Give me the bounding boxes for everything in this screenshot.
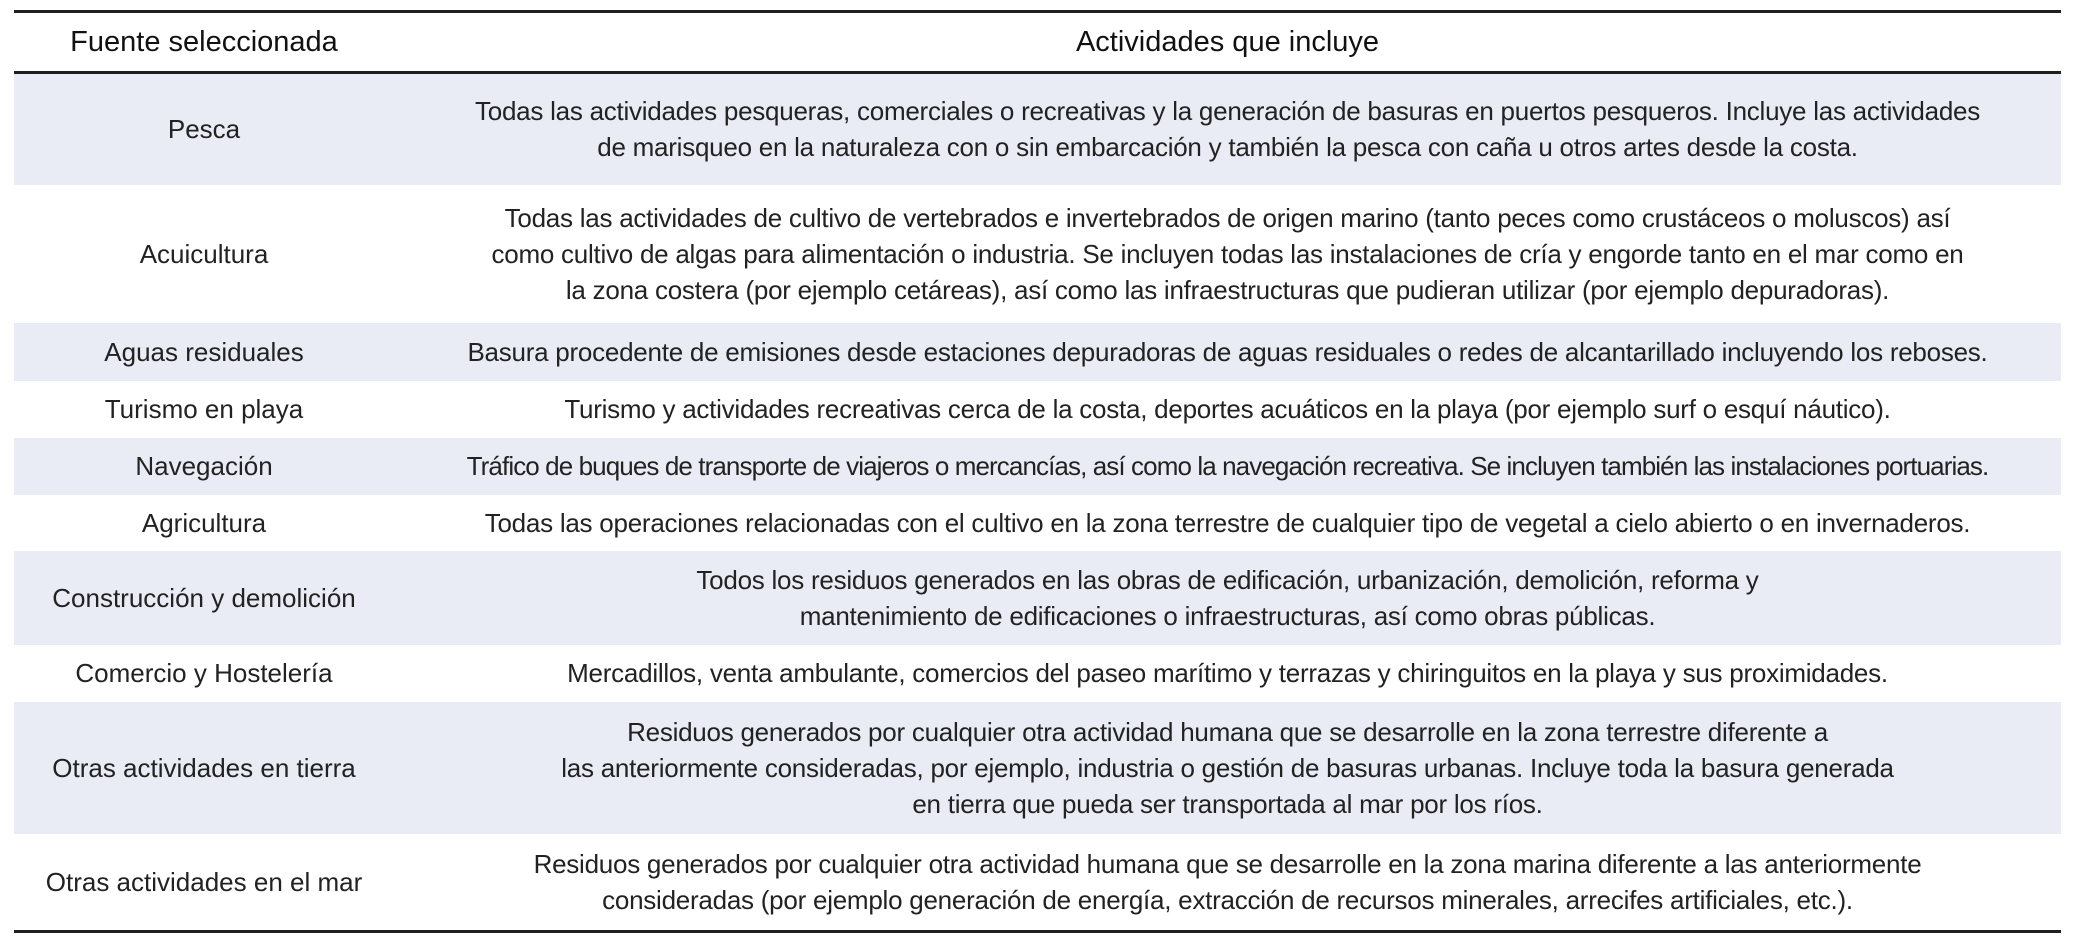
row-source: Otras actividades en el mar [45, 866, 363, 897]
row-activities [394, 185, 2061, 323]
activities-line: las anteriormente consideradas, por ejemplo, industria o gestión de basuras urbanas. Incluye toda la basura generada [561, 752, 1894, 783]
row-source: Aguas residuales [104, 336, 304, 367]
row-activities [394, 73, 2061, 185]
activities-line: Residuos generados por cualquier otra actividad humana que se desarrolle en la zona terrestre diferente a [627, 716, 1828, 747]
table-row-aguas-residuales [14, 323, 2061, 381]
activities-line: como cultivo de algas para alimentación o industria. Se incluyen todas las instalaciones de cría y engorde tanto en el mar como en [491, 238, 1964, 269]
table-row-otras-tierra [14, 702, 2061, 834]
table-row-acuicultura [14, 185, 2061, 323]
activities-line: Todas las actividades de cultivo de vertebrados e invertebrados de origen marino (tanto peces como crustáceos o moluscos) así [504, 202, 1951, 233]
activities-line: la zona costera (por ejemplo cetáreas), así como las infraestructuras que pudieran utilizar (por ejemplo depuradoras). [565, 274, 1890, 305]
activities-line: Todas las actividades pesqueras, comerciales o recreativas y la generación de basuras en puertos pesqueros. Incluye las actividades [475, 96, 1980, 127]
row-source: Agricultura [141, 507, 267, 538]
activities-line: Todas las operaciones relacionadas con el cultivo en la zona terrestre de cualquier tipo de vegetal a cielo abierto o en invernaderos. [484, 507, 1971, 538]
header-activities: Actividades que incluye [1075, 25, 1380, 58]
header-source: Fuente seleccionada [70, 25, 338, 58]
activities-line: Todos los residuos generados en las obras de edificación, urbanización, demolición, reforma y [696, 564, 1759, 595]
sources-table-container [14, 10, 2061, 933]
row-source: Turismo en playa [104, 394, 304, 424]
table-row-turismo-en-playa [14, 381, 2061, 438]
table-row-pesca [14, 73, 2061, 185]
row-source: Construcción y demolición [52, 582, 356, 613]
activities-line: Tráfico de buques de transporte de viajeros o mercancías, así como la navegación recreativa. Se incluyen también las instalaciones portuarias. [466, 451, 1989, 481]
activities-line: Basura procedente de emisiones desde estaciones depuradoras de aguas residuales o redes de alcantarillado incluyendo los reboses. [467, 336, 1988, 367]
row-activities [394, 323, 2061, 381]
row-source: Pesca [167, 114, 241, 145]
activities-line: Residuos generados por cualquier otra actividad humana que se desarrolle en la zona marina diferente a las anteriormente [533, 848, 1922, 879]
table-row-otras-mar [14, 834, 2061, 932]
row-activities [394, 438, 2061, 495]
row-activities [394, 702, 2061, 834]
activities-line: mantenimiento de edificaciones o infraestructuras, así como obras públicas. [799, 600, 1656, 631]
table-header-row [14, 12, 2061, 73]
row-source: Acuicultura [139, 238, 269, 269]
row-source: Navegación [135, 451, 273, 481]
row-source: Comercio y Hostelería [75, 658, 333, 688]
activities-line: Mercadillos, venta ambulante, comercios del paseo marítimo y terrazas y chiringuitos en la playa y sus proximidades. [567, 658, 1888, 688]
row-source: Otras actividades en tierra [52, 752, 356, 783]
activities-line: consideradas (por ejemplo generación de energía, extracción de recursos minerales, arrecifes artificiales, etc.). [602, 884, 1853, 915]
row-activities [394, 495, 2061, 551]
row-activities [394, 834, 2061, 932]
sources-table [14, 10, 2061, 933]
table-row-agricultura [14, 495, 2061, 551]
activities-line: de marisqueo en la naturaleza con o sin embarcación y también la pesca con caña u otros artes desde la costa. [597, 132, 1858, 163]
table-row-comercio-hosteleria [14, 645, 2061, 702]
table-row-navegacion [14, 438, 2061, 495]
activities-line: Turismo y actividades recreativas cerca de la costa, deportes acuáticos en la playa (por ejemplo surf o esquí náutico). [564, 394, 1891, 424]
row-activities [394, 381, 2061, 438]
table-row-construccion-demolicion [14, 551, 2061, 645]
row-activities [394, 645, 2061, 702]
activities-line: en tierra que pueda ser transportada al mar por los ríos. [912, 788, 1543, 819]
row-activities [394, 551, 2061, 645]
